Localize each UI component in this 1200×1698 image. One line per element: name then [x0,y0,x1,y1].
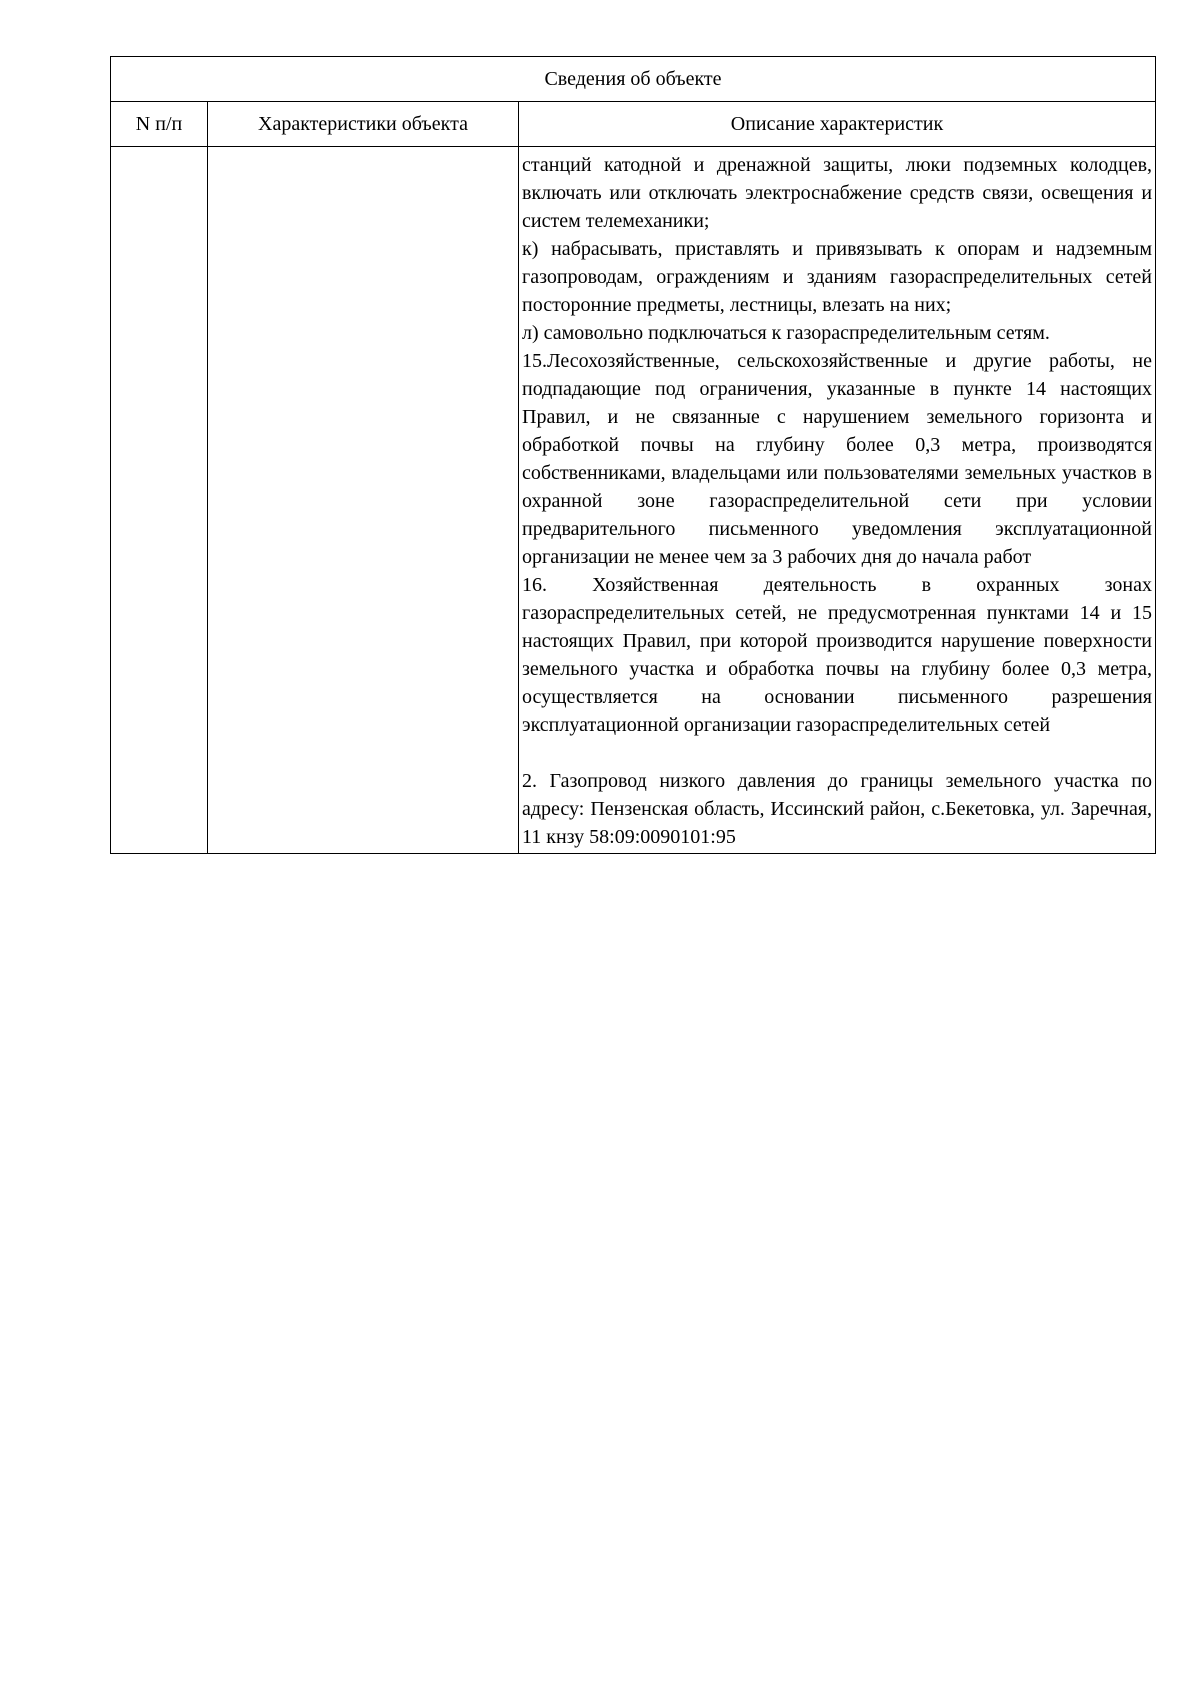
header-characteristics: Характеристики объекта [208,102,519,147]
description-paragraph: л) самовольно подключаться к газораспределительным сетям. [522,322,1050,344]
header-description: Описание характеристик [519,102,1156,147]
description-paragraph: 16. Хозяйственная деятельность в охранных зонах газораспределительных сетей, не предусмотренная пунктами 14 и 15 настоящих Правил, при которой производится нарушение поверхности земельного участка и обработка почвы на глубину более 0,3 метра, осуществляется на основании письменного разрешения эксплуатационной организации газораспределительных сетей [522,574,1153,736]
cell-number [111,147,208,854]
cell-characteristics [208,147,519,854]
table-caption-row [111,57,1156,102]
object-info-table [110,56,1156,854]
paragraph-spacer [522,739,1152,767]
header-number: N п/п [111,102,208,147]
description-paragraph: 2. Газопровод низкого давления до границы земельного участка по адресу: Пензенская область, Иссинский район, с.Бекетовка, ул. Заречная, 11 кнзу 58:09:0090101:95 [522,770,1153,848]
table-caption: Сведения об объекте [111,57,1156,102]
cell-description [519,147,1156,854]
table-row [111,147,1156,854]
description-paragraph: 15.Лесохозяйственные, сельскохозяйственные и другие работы, не подпадающие под ограничения, указанные в пункте 14 настоящих Правил, и не связанные с нарушением земельного горизонта и обработкой почвы на глубину более 0,3 метра, производятся собственниками, владельцами или пользователями земельных участков в охранной зоне газораспределительной сети при условии предварительного письменного уведомления эксплуатационной организации не менее чем за 3 рабочих дня до начала работ [522,350,1153,568]
description-paragraph: к) набрасывать, приставлять и привязывать к опорам и надземным газопроводам, ограждениям и зданиям газораспределительных сетей посторонние предметы, лестницы, влезать на них; [522,238,1153,316]
description-paragraph: станций катодной и дренажной защиты, люки подземных колодцев, включать или отключать электроснабжение средств связи, освещения и систем телемеханики; [522,154,1153,232]
table-header-row [111,102,1156,147]
